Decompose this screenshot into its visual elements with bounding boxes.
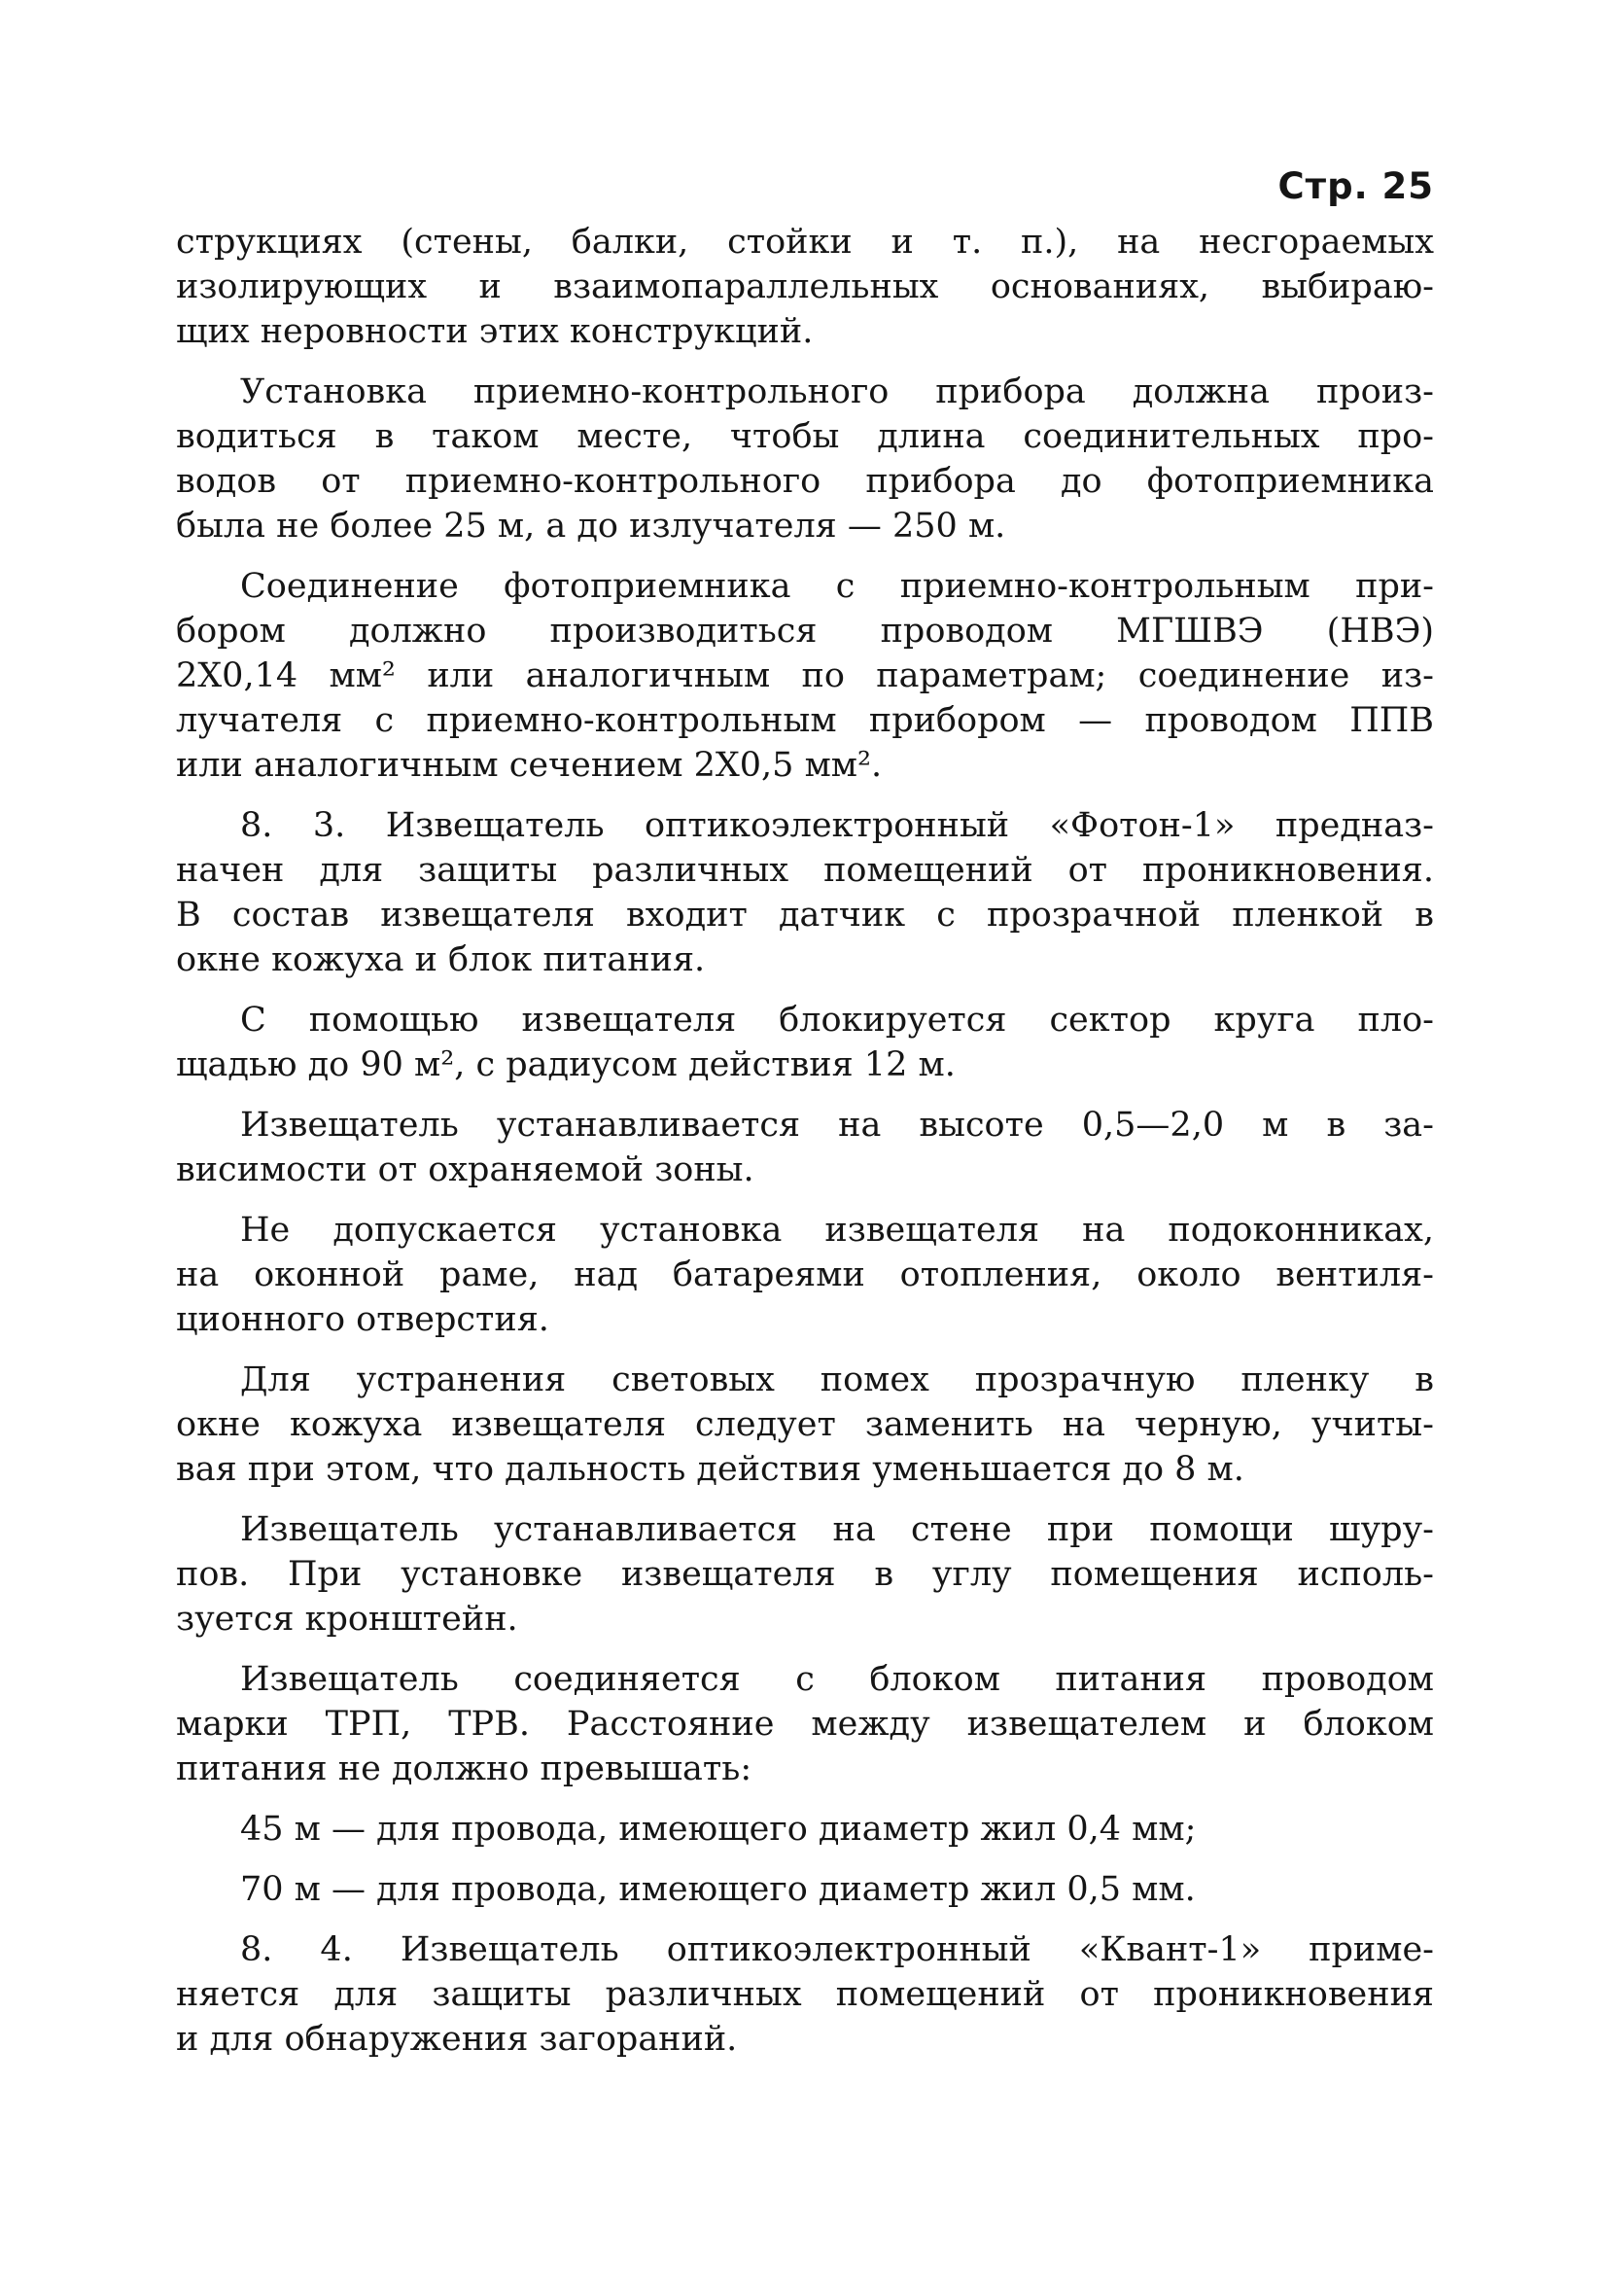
text-line: висимости от охраняемой зоны. <box>176 1150 754 1189</box>
text-line: начен для защиты различных помещений от проникновения. <box>176 851 1434 890</box>
text-line: лучателя с приемно-контрольным прибором — проводом ППВ <box>176 701 1434 740</box>
paragraph-section-8-3 <box>176 803 1434 982</box>
paragraph <box>176 1358 1434 1492</box>
body-text <box>176 220 1434 2077</box>
text-line: была не более 25 м, а до излучателя — 250 м. <box>176 507 1006 546</box>
text-line: Установка приемно-контрольного прибора должна произ- <box>240 372 1434 411</box>
paragraph <box>176 998 1434 1087</box>
text-line: Не допускается установка извещателя на подоконниках, <box>240 1211 1434 1250</box>
text-line: и для обнаружения загораний. <box>176 2020 738 2059</box>
text-line: ционного отверстия. <box>176 1300 549 1339</box>
text-line: 45 м — для провода, имеющего диаметр жил 0,4 мм; <box>240 1810 1197 1849</box>
text-line: или аналогичным сечением 2X0,5 мм². <box>176 746 883 785</box>
text-line: окне кожуха извещателя следует заменить на черную, учиты- <box>176 1405 1434 1444</box>
text-line: окне кожуха и блок питания. <box>176 940 706 979</box>
paragraph <box>176 564 1434 788</box>
text-line: пов. При установке извещателя в углу помещения исполь- <box>176 1555 1434 1594</box>
text-line: В состав извещателя входит датчик с прозрачной пленкой в <box>176 896 1434 935</box>
text-line: С помощью извещателя блокируется сектор круга пло- <box>240 1001 1434 1040</box>
text-line: Извещатель соединяется с блоком питания проводом <box>240 1660 1434 1699</box>
text-line: бором должно производиться проводом МГШВЭ (НВЭ) <box>176 612 1434 651</box>
text-line: вая при этом, что дальность действия уменьшается до 8 м. <box>176 1450 1244 1489</box>
text-line: 8. 4. Извещатель оптикоэлектронный «Квант-1» приме- <box>240 1930 1434 1969</box>
text-line: струкциях (стены, балки, стойки и т. п.), на несгораемых <box>176 223 1434 262</box>
text-line: 8. 3. Извещатель оптикоэлектронный «Фотон-1» предназ- <box>240 806 1434 845</box>
text-line: Извещатель устанавливается на стене при помощи шуру- <box>240 1510 1434 1549</box>
text-line: на оконной раме, над батареями отопления, около вентиля- <box>176 1255 1434 1294</box>
paragraph <box>176 1507 1434 1642</box>
list-item-wire-0-4 <box>176 1807 1434 1852</box>
text-line: водов от приемно-контрольного прибора до фотоприемника <box>176 462 1434 501</box>
text-line: питания не должно превышать: <box>176 1749 752 1788</box>
text-line: водиться в таком месте, чтобы длина соединительных про- <box>176 417 1434 456</box>
text-line: марки ТРП, ТРВ. Расстояние между извещателем и блоком <box>176 1705 1434 1744</box>
text-line: щих неровности этих конструкций. <box>176 312 814 351</box>
page-number: Стр. 25 <box>1277 165 1434 207</box>
text-line: изолирующих и взаимопараллельных основаниях, выбираю- <box>176 267 1434 306</box>
text-line: зуется кронштейн. <box>176 1600 518 1639</box>
paragraph <box>176 1103 1434 1192</box>
paragraph <box>176 1208 1434 1342</box>
text-line: щадью до 90 м², с радиусом действия 12 м. <box>176 1045 956 1084</box>
paragraph-section-8-4 <box>176 1927 1434 2062</box>
text-line: Извещатель устанавливается на высоте 0,5—2,0 м в за- <box>240 1106 1434 1145</box>
text-line: Соединение фотоприемника с приемно-контрольным при- <box>240 567 1434 606</box>
list-item-wire-0-5 <box>176 1867 1434 1912</box>
text-line: 70 м — для провода, имеющего диаметр жил 0,5 мм. <box>240 1870 1196 1909</box>
text-line: 2X0,14 мм² или аналогичным по параметрам; соединение из- <box>176 656 1434 695</box>
text-line: няется для защиты различных помещений от проникновения <box>176 1975 1434 2014</box>
paragraph <box>176 220 1434 354</box>
paragraph <box>176 370 1434 548</box>
text-line: Для устранения световых помех прозрачную пленку в <box>240 1360 1434 1399</box>
paragraph <box>176 1657 1434 1791</box>
